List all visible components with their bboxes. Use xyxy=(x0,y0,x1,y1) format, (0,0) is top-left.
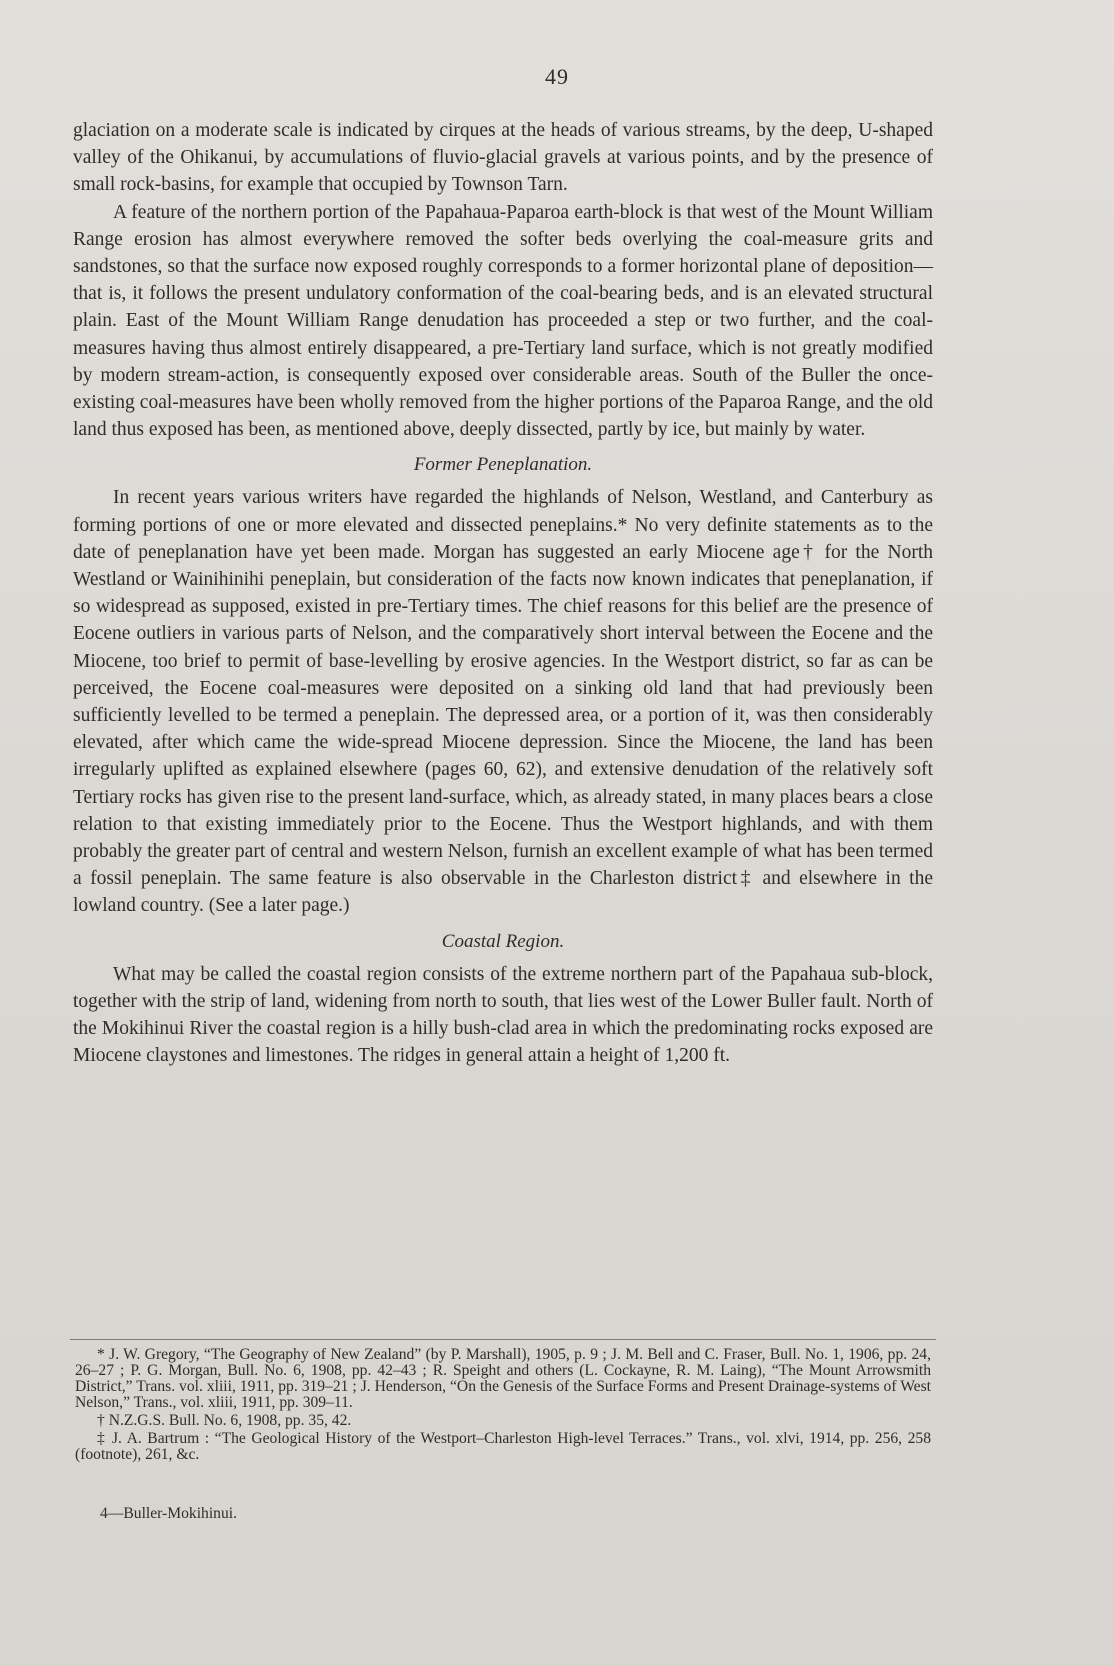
body-text xyxy=(73,117,933,1070)
footnote-double-dagger: ‡ J. A. Bartrum : “The Geological History of the Westport–Charleston High-level Terraces.” Trans., vol. xlvi, 1914, pp. 256, 258 (footnote), 261, &c. xyxy=(75,1430,931,1463)
signature-mark: 4—Buller-Mokihinui. xyxy=(100,1505,237,1522)
heading-former-peneplanation: Former Peneplanation. xyxy=(413,454,593,476)
page-number: 49 xyxy=(545,64,569,89)
footnote-star: * J. W. Gregory, “The Geography of New Zealand” (by P. Marshall), 1905, p. 9 ; J. M. Bell and C. Fraser, Bull. No. 1, 1906, pp. 24, 26–27 ; P. G. Morgan, Bull. No. 6, 1908, pp. 42–43 ; R. Speight and others (L. Cockayne, R. M. Laing), “The Mount Arrowsmith District,” Trans. vol. xliii, 1911, pp. 319–21 ; J. Henderson, “On the Genesis of the Surface Forms and Present Drainage-systems of West Nelson,” Trans., vol. xliii, 1911, pp. 309–11. xyxy=(75,1346,931,1411)
footnote-divider xyxy=(70,1339,936,1340)
paragraph-former-peneplanation: In recent years various writers have regarded the highlands of Nelson, Westland, and Canterbury as forming portions of one or more elevated and dissected peneplains.* No very definite statements as to the date of peneplanation have yet been made. Morgan has suggested an early Miocene age† for the North Westland or Wainihinihi peneplain, but consideration of the facts now known indicates that peneplanation, if so widespread as supposed, existed in pre-Tertiary times. The chief reasons for this belief are the presence of Eocene outliers in various parts of Nelson, and the comparatively short interval between the Eocene and the Miocene, too brief to permit of base-levelling by erosive agencies. In the Westport district, so far as can be perceived, the Eocene coal-measures were deposited on a sinking old land that had previously been sufficiently levelled to be termed a peneplain. The depressed area, or a portion of it, was then considerably elevated, after which came the wide-spread Miocene depression. Since the Miocene, the land has been irregularly uplifted as explained elsewhere (pages 60, 62), and extensive denudation of the relatively soft Tertiary rocks has given rise to the present land-surface, which, as already stated, in many places bears a close relation to that existing immediately prior to the Eocene. Thus the Westport highlands, and with them probably the greater part of central and western Nelson, furnish an excellent example of what has been termed a fossil peneplain. The same feature is also observable in the Charleston district‡ and elsewhere in the lowland country. (See a later page.) xyxy=(73,487,933,917)
paragraph-glaciation: glaciation on a moderate scale is indicated by cirques at the heads of various streams, by the deep, U-shaped valley of the Ohikanui, by accumulations of fluvio-glacial gravels at various points, and by the presence of small rock-basins, for example that occupied by Townson Tarn. xyxy=(73,120,933,196)
footnote-dagger: † N.Z.G.S. Bull. No. 6, 1908, pp. 35, 42. xyxy=(97,1412,352,1429)
heading-coastal-region: Coastal Region. xyxy=(441,930,565,952)
paragraph-coastal-region: What may be called the coastal region consists of the extreme northern part of the Papahaua sub-block, together with the strip of land, widening from north to south, that lies west of the Lower Buller fault. North of the Mokihinui River the coastal region is a hilly bush-clad area in which the predominating rocks exposed are Miocene claystones and limestones. The ridges in general attain a height of 1,200 ft. xyxy=(73,963,933,1067)
paragraph-earth-block: A feature of the northern portion of the Papahaua-Paparoa earth-block is that west of the Mount William Range erosion has almost everywhere removed the softer beds overlying the coal-measure grits and sandstones, so that the surface now exposed roughly corresponds to a former horizontal plane of deposition—that is, it follows the present undulatory conformation of the coal-bearing beds, and is an elevated structural plain. East of the Mount William Range denudation has proceeded a step or two further, and the coal-measures having thus almost entirely disappeared, a pre-Tertiary land surface, which is not greatly modified by modern stream-action, is consequently exposed over considerable areas. South of the Buller the once-existing coal-measures have been wholly removed from the higher portions of the Paparoa Range, and the old land thus exposed has been, as mentioned above, deeply dissected, partly by ice, but mainly by water. xyxy=(73,201,933,441)
footnotes xyxy=(75,1347,931,1463)
